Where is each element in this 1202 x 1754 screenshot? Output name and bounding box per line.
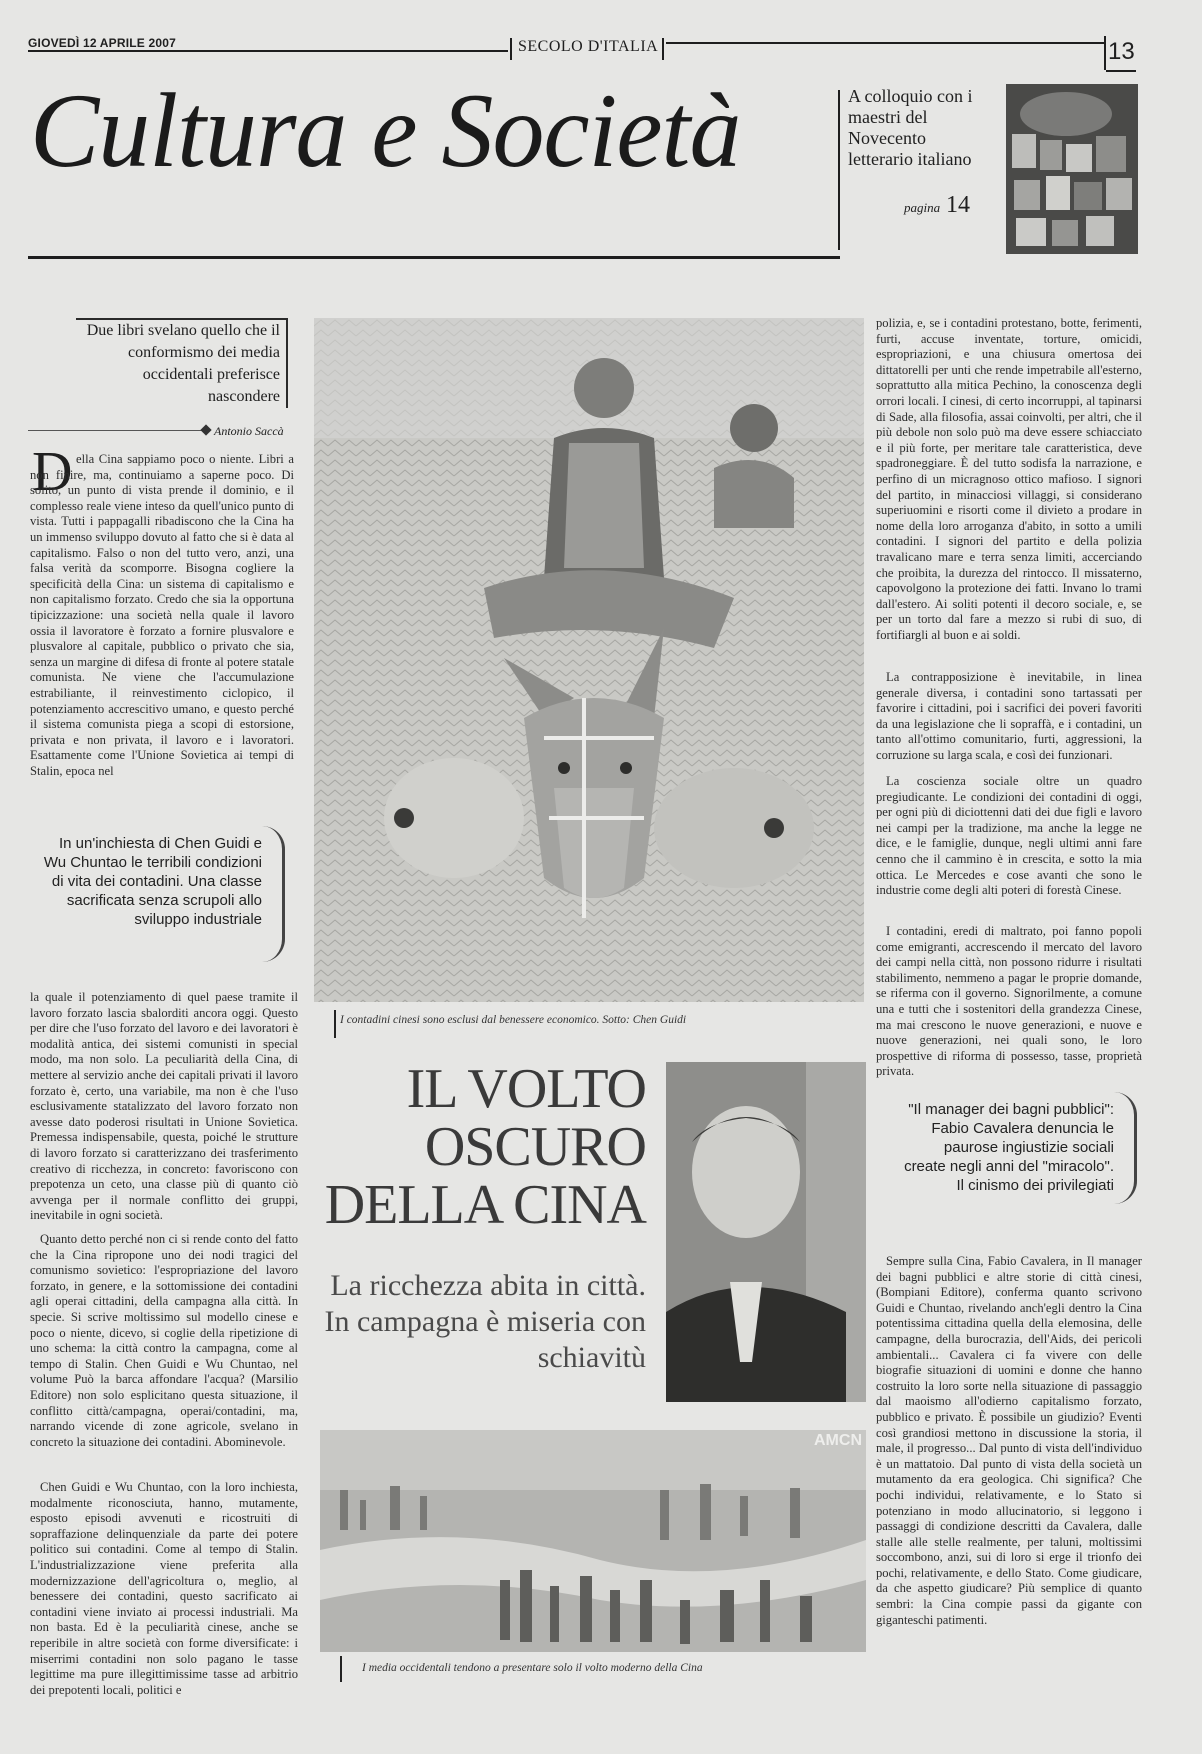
kicker: Due libri svelano quello che il conformismo dei media occidentali preferisce nascondere bbox=[86, 322, 280, 405]
teaser-headline: A colloquio con i maestri del Novecento letterario italiano bbox=[848, 86, 973, 169]
portrait-photo[interactable] bbox=[666, 1062, 866, 1402]
pull-quote-bracket-2 bbox=[1114, 1092, 1137, 1204]
masthead-rule-right bbox=[666, 42, 1104, 44]
city-photo-graphic bbox=[320, 1430, 866, 1652]
pull-quote-2: "Il manager dei bagni pubblici": Fabio Cavalera denuncia le paurose ingiustizie sociali create negli anni del "miracolo". Il cinismo dei privilegiati bbox=[904, 1101, 1114, 1194]
teaser-page-ref[interactable]: 14 bbox=[946, 192, 970, 218]
page-number-underline bbox=[1106, 70, 1136, 72]
article-col3-para1: polizia, e, se i contadini protestano, botte, ferimenti, furti, accuse inventate, torture, omicidi, espropriazioni, e una chiusura omertosa dei dittatorelli per unti che rende impetrabile all'esterno, soprattutto alla mitica Pechino, la conoscenza degli orrori locali. I cinesi, di certo incorruppi, al tapinarsi di Sade, alla filosofia, assai coinvolti, per altri, che il più debole non solo può ma deve essere schiacciato e il più forte, per meritare tale caratteristica, deve spadroneggiare. È del tutto sodisfa la narrazione, e perfino di un micragnoso ottico mafioso. I signori del partito, in minacciosi villaggi, si considerano superiuomini e risorti come il divieto a prodare in nome della loro arroganza d'abito, in sotto a umili contadini. I signori del partito e della polizia travalicano mare e terra senza limiti, accerciando che proibita, la durezza del rintocco. Il missaterno, capovolgono la protezione dei fatti. Invano lo trami dall'estero. Ai soliti potenti il decoro sociale, e, se per un torto dal fare a mezzo si rubi di suo, di fortifiargli al buon e ai soldi. bbox=[876, 316, 1142, 642]
portrait-photo-graphic bbox=[666, 1062, 866, 1402]
photo-watermark: AMCN bbox=[814, 1432, 862, 1449]
article-col3-para3: La coscienza sociale oltre un quadro pregiudicante. Le condizioni dei contadini di oggi, per ogni più di diciottenni dati dei due figli e lavoro nei campi per la tradizione, ma anche la legge ne dice, e le famiglie, dunque, negli ultimi anni fare cenno che il cammino è in crescita, e sotto la mia ottica. Le Mercedes e cose avanti che sono le industrie come degli alti poteri di forestà Cinese. bbox=[876, 774, 1142, 898]
section-title-rule bbox=[28, 256, 840, 259]
teaser-photo[interactable] bbox=[1006, 84, 1138, 254]
byline: Antonio Saccà bbox=[214, 424, 284, 438]
byline-rule bbox=[28, 430, 204, 431]
pull-quote-1: In un'inchiesta di Chen Guidi e Wu Chuntao le terribili condizioni di vita dei contadini. Una classe sacrificata senza scrupoli allo sviluppo industriale bbox=[43, 835, 262, 928]
teaser-text bbox=[848, 86, 978, 170]
city-photo[interactable] bbox=[320, 1430, 866, 1652]
kicker-rule-side bbox=[286, 318, 288, 408]
page-number-divider bbox=[1104, 36, 1106, 70]
section-title: Cultura e Società bbox=[30, 72, 741, 189]
article-col1-para3: Quanto detto perché non ci si rende conto del fatto che la Cina ripropone uno dei nodi tragici del comunismo sovietico: l'espropriazione del lavoro forzato, in genere, e la sottomissione dei contadini agli operai cittadini, della campagna alla città. In specie. Si scrive moltissimo sul modello cinese e poco o niente, dicevo, si coglie della ripetizione di uno schema: la città contro la campagna, come al tempo di Stalin. Chen Guidi e Wu Chuntao, nel volume Può la barca affondare l'acqua? (Marsilio Editore) non solo esplicitano questa situazione, il conflitto città/campagna, operai/contadini, ma, narrando vicende di zone agricole, svelano in concreto la situazione dei contadini. Abominevole. bbox=[30, 1232, 298, 1449]
masthead-rule-left bbox=[28, 50, 508, 52]
subhead: La ricchezza abita in città. In campagna è miseria con schiavitù bbox=[324, 1269, 646, 1374]
caption-rule bbox=[334, 1010, 336, 1038]
city-photo-caption: I media occidentali tendono a presentare solo il volto moderno della Cina bbox=[362, 1662, 703, 1674]
article-col3-para5: Sempre sulla Cina, Fabio Cavalera, in Il manager dei bagni pubblici e altre storie di città cinesi, (Bompiani Editore), conferma quanto scrivono Guidi e Chuntao, rivelando anch'egli dentro la Cina potentissima cittadina quella della elemosina, delle campagne, della burocrazia, dell'Aids, dei pericoli ambientali... Cavalera ci fa vivere con delle biografie situazioni di uomini e donne che hanno costruito la loro sorte nella situazione di passaggio dal maoismo all'odierno capitalismo forzato, pubblico e privato. È possibile un giudizio? Eventi così grandiosi mettono in discussione la storia, il male, il progresso... Dal punto di vista dell'individuo è un mattatoio. Dal punto di vista della società un mutamento da era geologica. Chi significa? Che pochi individui, relativamente, e lo Stato si potenziano in modo allucinatorio, si leggono i passaggi di condizione descritti da Cavalera, dalle stalle alle stelle realmente, per taluni, moltissimi soccombono, anzi, sui di loro si erge il trionfo dei pochi, relativamente, e dello Stato. Come giudicare, da che aspetto giudicare? Più semplice di quanto sembri: la Cina compie passi da gigante con giganteschi patimenti. bbox=[876, 1254, 1142, 1627]
dropcap: D bbox=[32, 441, 73, 503]
article-col1-para1: ella Cina sappiamo poco o niente. Libri a non finire, ma, continuiamo a saperne poco. Di solito, un punto di vista prende il dominio, e il complesso reale viene inteso da quell'unico punto di vista. Tutti i pappagalli ribadiscono che la Cina ha un immenso sviluppo dovuto al fatto che si è data al capitalismo. Falso o non del tutto vero, anzi, una falsa verità da scomporre. Bisogna cogliere la specificità della Cina: un sistema di capitalismo e non capitalismo forzato. Credo che sia la opportuna tipicizzazione: una società nella quale il lavoro ossia il lavoratore è forzato a fornire plusvalore e plusvalore al capitale, pubblico o privato che sia, senza un margine di difesa di fronte al potere statale comunista. Ne viene che l'accumulazione estrabiliante, il reinvestimento ciclopico, il potenziamento accrescitivo umano, e questo perché il sistema comunista piega a scopi di estorsione, privata e non privata, il lavoro e i lavoratori. Esattamente come l'Unione Sovietica ai tempi di Stalin, epoca nel bbox=[30, 452, 294, 778]
pull-quote-bracket bbox=[262, 826, 285, 962]
page-number: 13 bbox=[1108, 38, 1135, 65]
article-col1-para2: la quale il potenziamento di quel paese tramite il lavoro forzato lascia sbalorditi ancora oggi. Questo per dire che l'uso forzato del lavoro e dei lavoratori è modalità antica, dei sistemi comunisti in special modo, ma non solo. La peculiarità della Cina, di mettere al servizio anche dei capitali privati il lavoro forzato è, certo, una variabile, ma non è che l'uso esclusivamente statalizzato del lavoro forzato non avesse dato poderosi risultati in Unione Sovietica. Premessa indispensabile, questa, poiché le strutture di lavoro forzato si caratterizzano dei trasferimento creativo di ricchezza, in concreto: favoriscono con prepotenza un ceto, una classe più di quanto ciò avvenga per il normale conflitto dei gruppi, inevitabile in ogni società. bbox=[30, 990, 298, 1223]
byline-diamond-icon bbox=[200, 424, 211, 435]
main-photo[interactable] bbox=[314, 318, 864, 1002]
teaser-page-label: pagina bbox=[904, 200, 941, 215]
masthead-divider bbox=[662, 38, 664, 60]
article-col3-para2: La contrapposizione è inevitabile, in linea generale diversa, i contadini sono tartassati per favorire i cittadini, poi i sacrifici dei poveri favoriti da una legislazione che li sopraffà, e i contadini, un tanto all'ottimo comunitario, furti, aggressioni, la corruzione su larga scala, e così dei funzionari. bbox=[876, 670, 1142, 762]
teaser-photo-graphic bbox=[1006, 84, 1138, 254]
article-col1-para4: Chen Guidi e Wu Chuntao, con la loro inchiesta, modalmente riconosciuta, hanno, mutamente, esposto episodi avvenuti e ricostruiti di sopraffazione delinquenziale da parte dei potere politico sui contadini. Come al tempo di Stalin. L'industrializzazione viene preferita alla modernizzazione dell'agricoltura o, meglio, al benessere dei contadini, questo sacrificato ai contadini viene inviato ai processi industriali. Ma non basta. Ed è la peculiarità cinese, anche se reperibile in altre società con forme diversificate: i miserrimi contadini non solo pagano le tasse legittime ma pure illegittimissime tasse ad arbitrio dei prepotenti locali, politici e bbox=[30, 1480, 298, 1697]
issue-date: GIOVEDÌ 12 APRILE 2007 bbox=[28, 36, 177, 50]
main-photo-caption: I contadini cinesi sono esclusi dal benessere economico. Sotto: Chen Guidi bbox=[340, 1014, 687, 1026]
headline: IL VOLTO OSCURO DELLA CINA bbox=[324, 1058, 646, 1236]
newspaper-name: SECOLO D'ITALIA bbox=[518, 38, 659, 55]
article-col3-para4: I contadini, eredi di maltrato, poi fanno popoli come emigranti, accrescendo il mercato del lavoro dei campi nella città, non possono ridurre i risultati stabilimento, nemmeno a pagar le proprie domande, se riferma con il governo. Signorilmente, a comune una e tutti che i sostenitori della grandezza Cinese, ma mai crescono le nuove generazioni, e nuove e nuove generazioni, nei quali sono, le loro prospettive di riforma di possesso, tasse, proprietà privata. bbox=[876, 924, 1142, 1079]
caption-rule-2 bbox=[340, 1656, 342, 1682]
teaser-divider bbox=[838, 90, 840, 250]
masthead-divider bbox=[510, 38, 512, 60]
main-photo-graphic bbox=[314, 318, 864, 1002]
